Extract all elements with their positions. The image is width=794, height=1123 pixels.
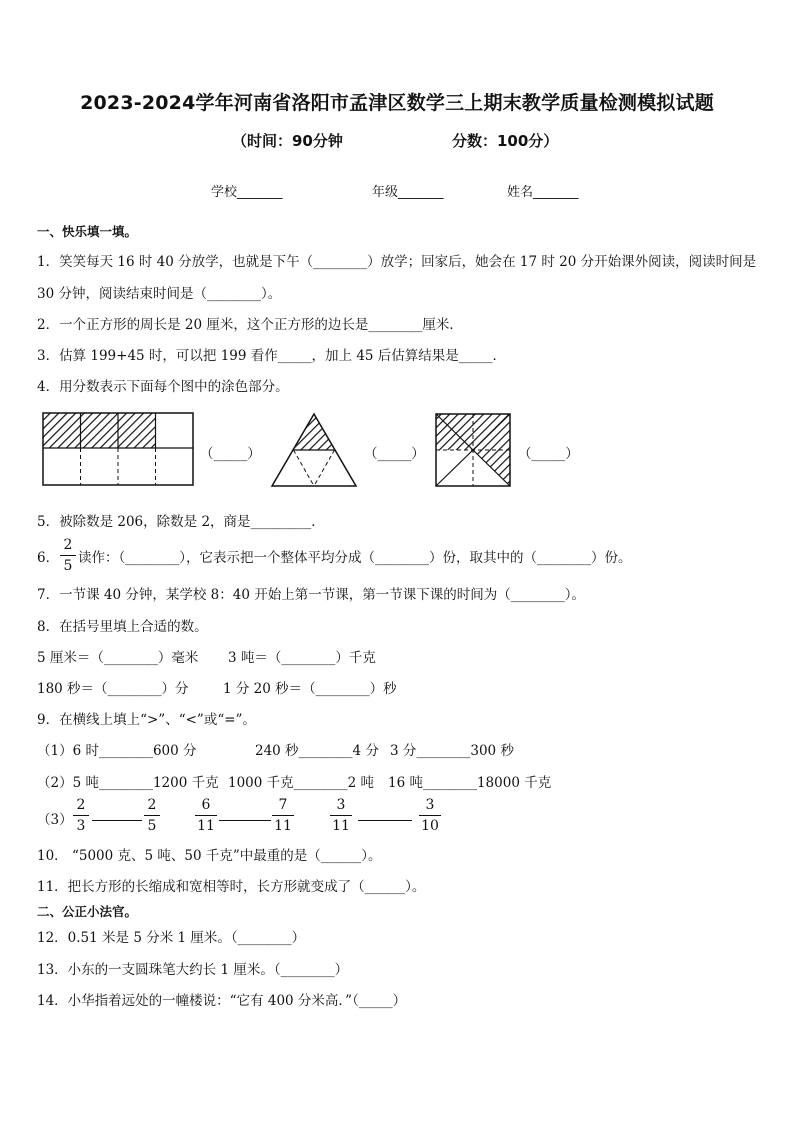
exam-score: 分数：100分） — [452, 132, 559, 150]
page-title: 2023-2024学年河南省洛阳市孟津区数学三上期末教学质量检测模拟试题 — [80, 92, 714, 114]
question-1-line-2: 30 分钟，阅读结束时间是（________）。 — [37, 286, 282, 302]
figure-2-blank: （_____） — [364, 446, 425, 462]
school-field: 学校_______ — [211, 185, 283, 200]
question-12: 12．0.51 米是 5 分米 1 厘米。（________） — [37, 930, 306, 946]
figure-square-shaded — [434, 412, 512, 488]
question-8-item-a: 5 厘米＝（________）毫米 — [37, 650, 199, 666]
question-9: 9．在横线上填上“>”、“<”或“=”。 — [37, 712, 256, 728]
question-6-number: 6． — [37, 550, 60, 566]
fraction-numerator: 7 — [278, 797, 288, 813]
fraction-numerator: 3 — [425, 797, 435, 813]
figure-1-blank: （_____） — [200, 446, 261, 462]
question-9-2-c: 16 吨________18000 千克 — [388, 775, 552, 791]
figure-triangle-shaded — [270, 412, 358, 488]
question-13: 13．小东的一支圆珠笔大约长 1 厘米。（________） — [37, 962, 349, 978]
fraction-9-3-4 — [272, 796, 294, 835]
fraction-numerator: 6 — [201, 797, 211, 813]
question-8-item-c: 180 秒＝（________）分 — [37, 681, 189, 697]
figure-3-blank: （_____） — [518, 446, 579, 462]
answer-blank — [219, 820, 271, 821]
fraction-denominator: 5 — [63, 558, 73, 574]
question-14: 14．小华指着远处的一幢楼说：“它有 400 分米高．”（_____） — [37, 993, 407, 1009]
question-1-line-1: 1．笑笑每天 16 时 40 分放学，也就是下午（________）放学；回家后，她会在 17 时 20 分开始课外阅读，阅读时间是 — [37, 254, 757, 270]
figure-rectangle-shaded — [42, 412, 194, 486]
fraction-denominator: 3 — [76, 818, 86, 834]
fraction-denominator: 11 — [332, 818, 350, 834]
question-9-2-b: 1000 千克________2 吨 — [228, 775, 375, 791]
fraction-9-3-2 — [144, 796, 160, 835]
fraction-numerator: 2 — [76, 797, 86, 813]
fraction-bar — [144, 815, 160, 816]
section-heading-1: 一、快乐填一填。 — [37, 224, 138, 239]
question-8-item-d: 1 分 20 秒＝（________）秒 — [223, 681, 397, 697]
section-heading-2: 二、公正小法官。 — [37, 904, 138, 919]
question-8-item-b: 3 吨＝（________）千克 — [228, 650, 376, 666]
question-7: 7．一节课 40 分钟，某学校 8：40 开始上第一节课，第一节课下课的时间为（________）。 — [37, 587, 585, 603]
question-11: 11．把长方形的长缩成和宽相等时，长方形就变成了（______）。 — [37, 879, 426, 895]
question-8: 8．在括号里填上合适的数。 — [37, 619, 208, 635]
answer-blank — [92, 820, 142, 821]
question-5: 5．被除数是 206，除数是 2，商是_________． — [37, 514, 325, 530]
fraction-denominator: 10 — [421, 818, 439, 834]
question-3: 3．估算 199+45 时，可以把 199 看作_____，加上 45 后估算结果是_____． — [37, 348, 507, 364]
fraction-9-3-5 — [330, 796, 352, 835]
fraction-denominator: 11 — [274, 818, 292, 834]
fraction-9-3-6 — [419, 796, 441, 835]
fraction-bar — [195, 815, 217, 816]
question-9-2-a: （2）5 吨________1200 千克 — [37, 775, 219, 791]
fraction-9-3-3 — [195, 796, 217, 835]
question-2: 2．一个正方形的周长是 20 厘米，这个正方形的边长是________厘米． — [37, 317, 463, 333]
fraction-bar — [330, 815, 352, 816]
question-9-1-c: 3 分________300 秒 — [390, 743, 514, 759]
fraction-numerator: 3 — [336, 797, 346, 813]
exam-time: （时间：90分钟 — [232, 132, 343, 150]
question-6-text: 读作：（________），它表示把一个整体平均分成（________）份，取其中的（________）份。 — [78, 550, 632, 566]
question-6-fraction — [60, 536, 76, 575]
fraction-bar — [73, 815, 89, 816]
fraction-denominator: 5 — [147, 818, 157, 834]
fraction-bar — [272, 815, 294, 816]
question-9-3-label: （3） — [37, 812, 73, 828]
name-field: 姓名_______ — [507, 185, 579, 200]
fraction-bar — [60, 555, 76, 556]
question-9-1-b: 240 秒________4 分 — [255, 743, 379, 759]
answer-blank — [358, 820, 412, 821]
question-9-1-a: （1）6 时________600 分 — [37, 743, 197, 759]
grade-field: 年级_______ — [372, 185, 444, 200]
fraction-bar — [419, 815, 441, 816]
question-4: 4．用分数表示下面每个图中的涂色部分。 — [37, 379, 289, 395]
question-10: 10． “5000 克、5 吨、50 千克”中最重的是（______）。 — [37, 848, 382, 864]
fraction-denominator: 11 — [197, 818, 215, 834]
fraction-numerator: 2 — [63, 537, 73, 553]
fraction-9-3-1 — [73, 796, 89, 835]
fraction-numerator: 2 — [147, 797, 157, 813]
